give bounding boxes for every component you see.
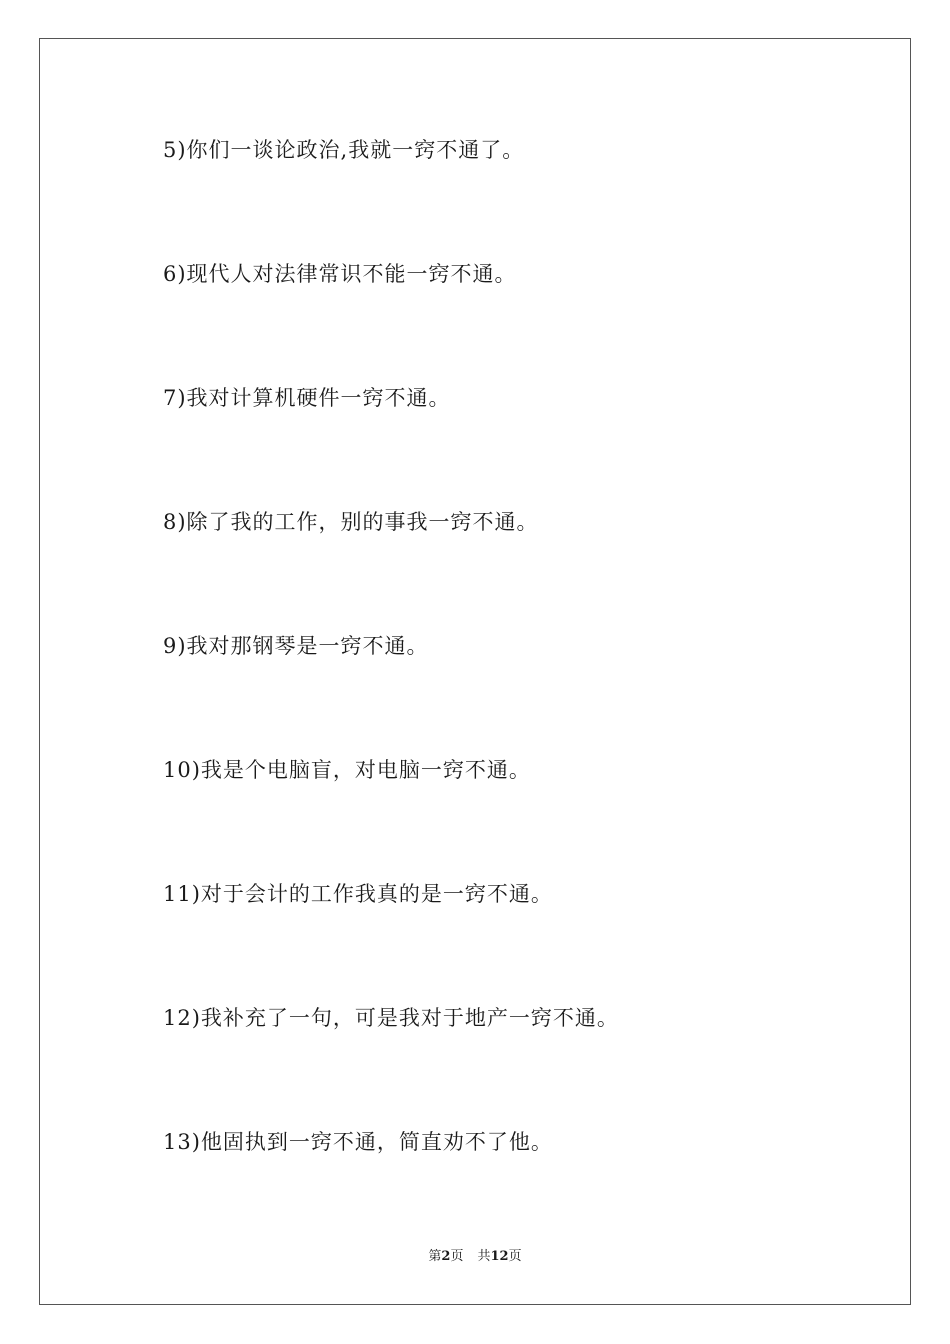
page-suffix: 页 [450,1249,464,1264]
sentence-line: 13)他固执到一窍不通，简直劝不了他。 [163,1130,553,1154]
sentence-line: 6)现代人对法律常识不能一窍不通。 [163,262,517,286]
total-pages: 12 [490,1249,509,1264]
sentence-line: 12)我补充了一句，可是我对于地产一窍不通。 [163,1006,619,1030]
sentence-line: 9)我对那钢琴是一窍不通。 [163,634,429,658]
sentence-line: 10)我是个电脑盲，对电脑一窍不通。 [163,758,531,782]
total-prefix: 共 [477,1249,491,1264]
page-number: 2 [441,1249,451,1264]
sentence-line: 7)我对计算机硬件一窍不通。 [163,386,451,410]
sentence-line: 5)你们一谈论政治,我就一窍不通了。 [163,138,525,162]
sentence-line: 8)除了我的工作，别的事我一窍不通。 [163,510,539,534]
page-prefix: 第 [428,1249,442,1264]
page-footer [0,1248,950,1266]
page-border [39,38,911,1305]
total-suffix: 页 [508,1249,522,1264]
sentence-line: 11)对于会计的工作我真的是一窍不通。 [163,882,553,906]
